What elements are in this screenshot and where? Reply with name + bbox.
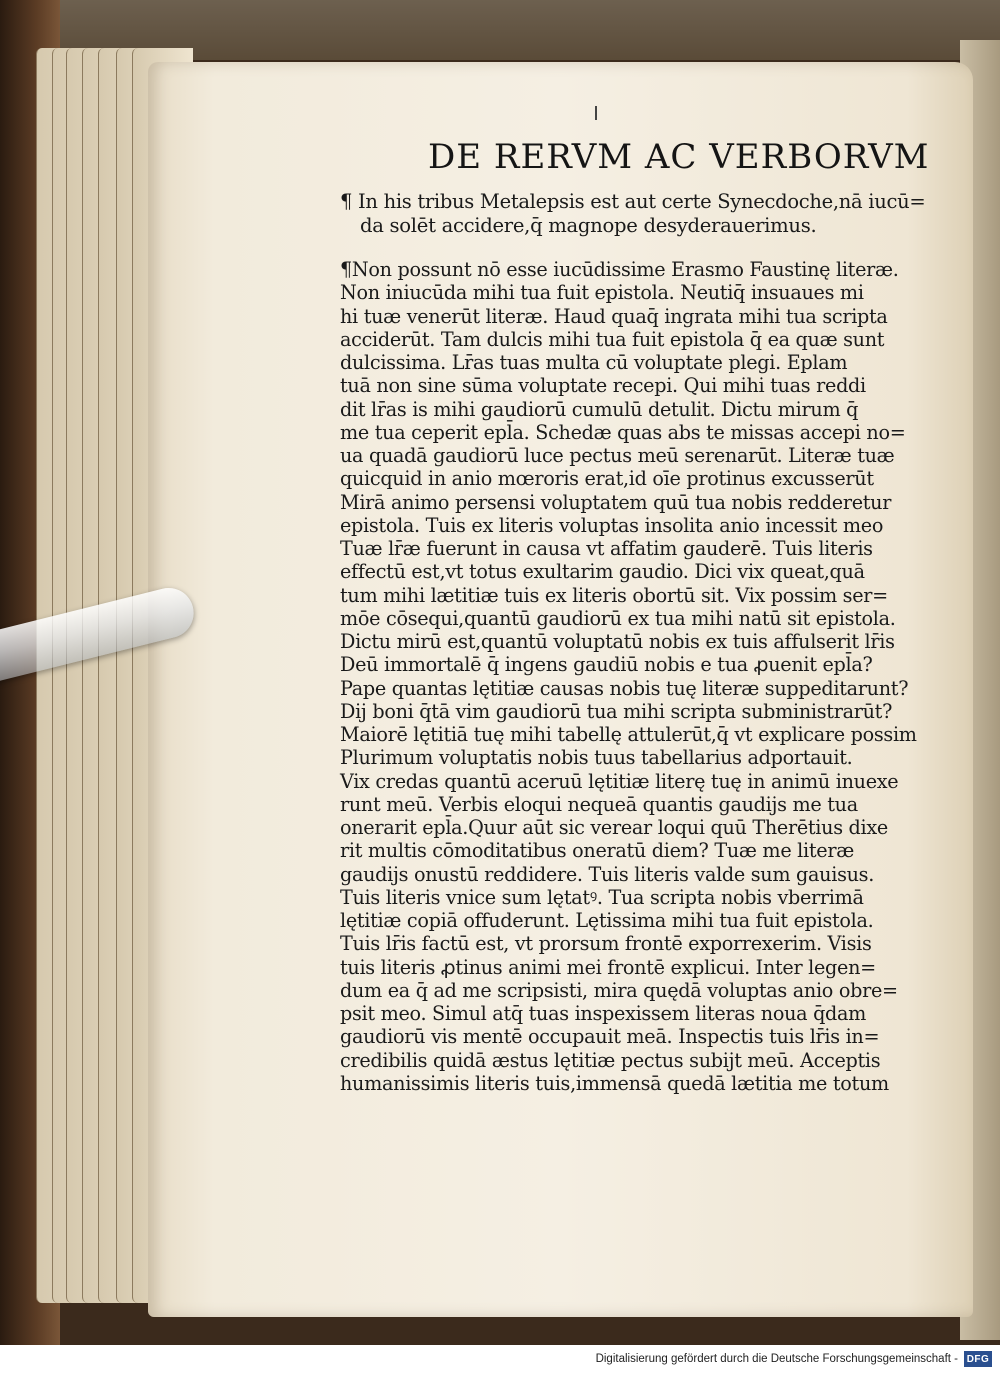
book-page <box>148 62 973 1317</box>
text-line: ¶Non possunt nō esse iucūdissime Erasmo Faustinę literæ. <box>340 258 899 281</box>
intro-paragraph <box>340 190 925 238</box>
text-line: Pape quantas lętitiæ causas nobis tuę literæ suppeditarunt? <box>340 676 909 700</box>
text-line: Deū immortalē q̄ ingens gaudiū nobis e tua ꝓuenit epl̄a? <box>340 653 873 677</box>
text-line: tum mihi lætitiæ tuis ex literis obortū sit. Vix possim ser= <box>340 583 888 607</box>
digitization-credit: Digitalisierung gefördert durch die Deutsche Forschungsgemeinschaft - <box>595 1353 958 1365</box>
text-line: dulcissima. Lr̄as tuas multa cū voluptate plegi. Eplam <box>340 351 848 374</box>
text-line: gaudijs onustū reddidere. Tuis literis valde sum gauisus. <box>340 862 875 886</box>
text-line: Mirā animo persensi voluptatem quū tua nobis redderetur <box>340 490 892 514</box>
text-line: ua quadā gaudiorū luce pectus meū serenarūt. Literæ tuæ <box>340 444 895 467</box>
text-line: quicquid in anio mœroris erat,id oīe protinus excusserūt <box>340 467 874 491</box>
text-line: epistola. Tuis ex literis voluptas insolita anio incessit meo <box>340 513 884 537</box>
text-line: dum ea q̄ ad me scripsisti, mira quędā voluptas anio obre= <box>340 978 898 1002</box>
text-line: Dij boni q̄tā vim gaudiorū tua mihi scripta subministrarūt? <box>340 699 893 723</box>
text-line: hi tuæ venerūt literæ. Haud quaq̄ ingrata mihi tua scripta <box>340 304 888 328</box>
text-line: Tuis literis vnice sum lętatꝰ. Tua scripta nobis vberrimā <box>340 885 864 909</box>
text-line: Tuæ lr̄æ fuerunt in causa vt affatim gauderē. Tuis literis <box>340 537 873 560</box>
text-line: acciderūt. Tam dulcis mihi tua fuit epistola q̄ ea quæ sunt <box>340 327 885 351</box>
text-line: Dictu mirū est,quantū voluptatū nobis ex tuis affulserit lr̄is <box>340 630 895 653</box>
page-mark <box>595 106 597 120</box>
text-line: me tua ceperit epl̄a. Schedæ quas abs te missas accepi no= <box>340 420 906 444</box>
text-line: ¶ In his tribus Metalepsis est aut certe Synecdoche,nā iucū= <box>340 190 926 213</box>
digitization-credit-bar <box>0 1348 1000 1373</box>
text-line: da solēt accidere,q̄ magnope desyderauerimus. <box>360 214 817 237</box>
text-line: runt meū. Verbis eloqui nequeā quantis gaudijs me tua <box>340 792 858 816</box>
dfg-logo: DFG <box>964 1351 992 1367</box>
page-heading: DE RERVM AC VERBORVM <box>428 137 930 177</box>
text-line: credibilis quidā æstus lętitiæ pectus subijt meū. Acceptis <box>340 1048 881 1072</box>
text-line: Vix credas quantū aceruū lętitiæ literę tuę in animū inuexe <box>340 769 899 793</box>
text-line: tuis literis ꝓtinus animi mei frontē explicui. Inter legen= <box>340 955 876 979</box>
text-line: Tuis lr̄is factū est, vt prorsum frontē exporrexerim. Visis <box>340 932 872 956</box>
text-line: lętitiæ copiā offuderunt. Lętissima mihi tua fuit epistola. <box>340 909 874 932</box>
text-line: Plurimum voluptatis nobis tuus tabellarius adportauit. <box>340 746 853 770</box>
text-line: tuā non sine sūma voluptate recepi. Qui mihi tuas reddi <box>340 374 866 398</box>
text-line: mōe cōsequi,quantū gaudiorū ex tua mihi natū sit epistola. <box>340 606 896 630</box>
text-line: psit meo. Simul atq̄ tuas inspexissem literas noua q̄dam <box>340 1002 867 1025</box>
text-line: Non iniucūda mihi tua fuit epistola. Neutiq̄ insuaues mi <box>340 281 864 305</box>
body-paragraph <box>340 258 917 1095</box>
text-line: dit lr̄as is mihi gaudiorū cumulū detulit. Dictu mirum q̄ <box>340 397 859 421</box>
text-line: humanissimis literis tuis,immensā quedā lætitia me totum <box>340 1071 889 1095</box>
text-line: gaudiorū vis mentē occupauit meā. Inspectis tuis lr̄is in= <box>340 1025 880 1049</box>
text-line: effectū est,vt totus exultarim gaudio. Dici vix queat,quā <box>340 560 865 584</box>
text-line: onerarit epl̄a.Quur aūt sic verear loqui quū Therētius dixe <box>340 816 888 839</box>
text-line: rit multis cōmoditatibus oneratū diem? Tuæ me literæ <box>340 839 854 863</box>
text-line: Maiorē lętitiā tuę mihi tabellę attulerūt,q̄ vt explicare possim <box>340 723 917 746</box>
